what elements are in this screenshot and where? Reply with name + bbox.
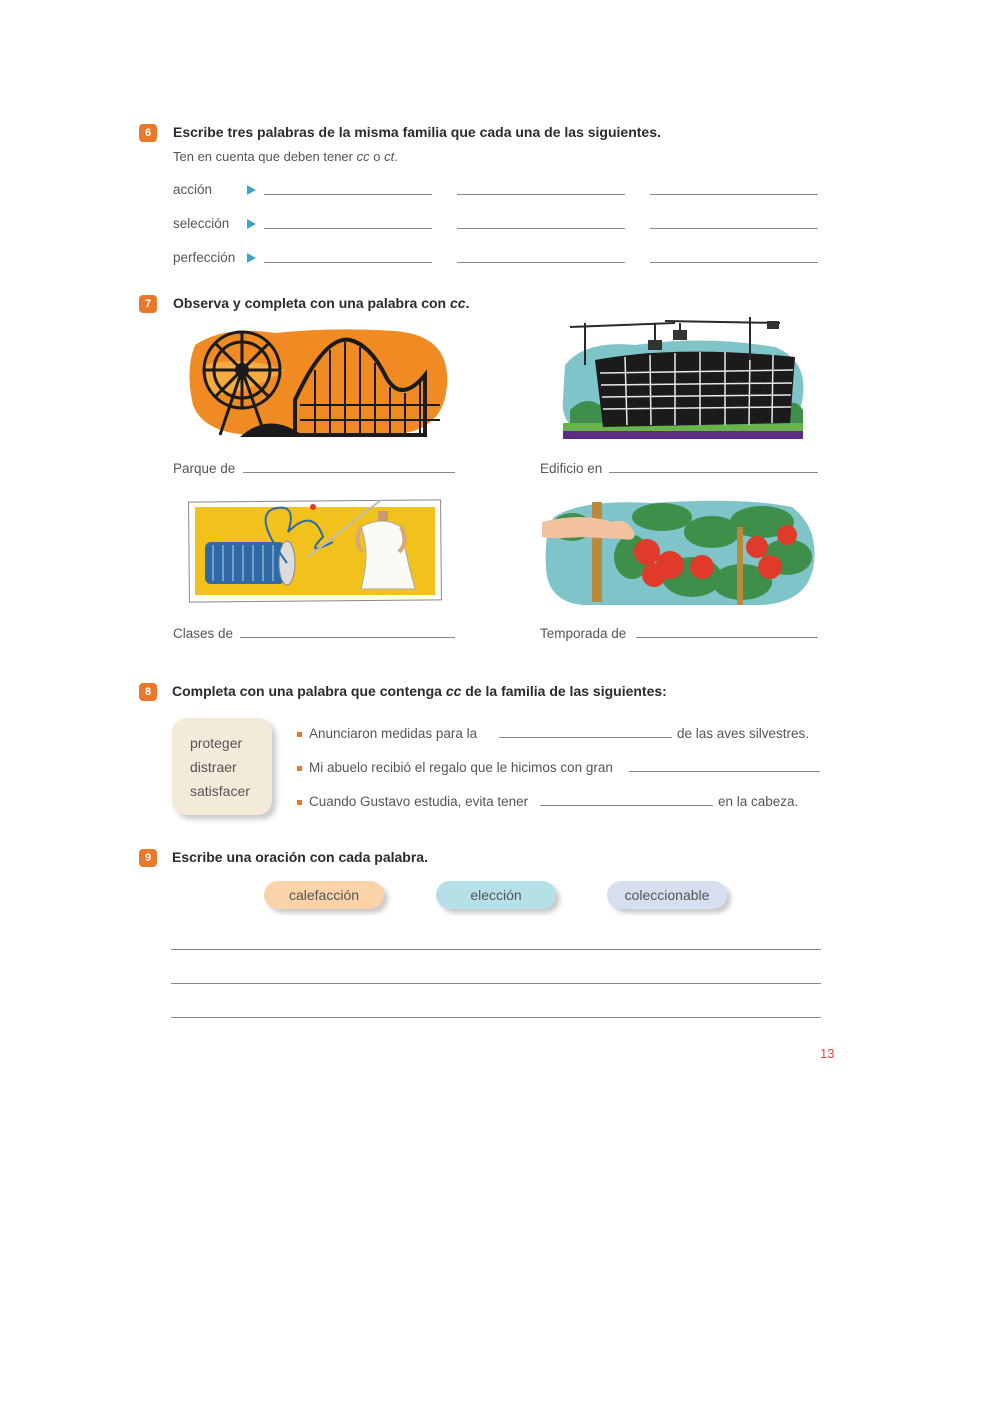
exercise-6-subtitle bbox=[173, 149, 398, 164]
ex6-answer-line[interactable] bbox=[264, 228, 432, 229]
word-pill-calefaccion: calefacción bbox=[264, 881, 384, 909]
ex6-word-3: perfección bbox=[173, 250, 236, 265]
word-bank-item: proteger bbox=[190, 735, 243, 751]
ex7-answer-line[interactable] bbox=[636, 637, 818, 638]
word-pill-eleccion: elección bbox=[436, 881, 556, 909]
subtitle-cc: cc bbox=[356, 149, 370, 164]
ex6-answer-line[interactable] bbox=[264, 262, 432, 263]
exercise-7-title bbox=[173, 295, 469, 311]
ex8-sentence-1-start: Anunciaron medidas para la bbox=[309, 726, 478, 741]
subtitle-or: o bbox=[369, 149, 385, 164]
title-end: de la familia de las siguientes: bbox=[461, 683, 667, 699]
subtitle-end: . bbox=[394, 149, 398, 164]
exercise-8-title bbox=[172, 683, 667, 699]
word-bank-item: distraer bbox=[190, 759, 237, 775]
ex9-writing-line[interactable] bbox=[171, 1017, 821, 1018]
ex6-answer-line[interactable] bbox=[650, 194, 818, 195]
ex8-answer-line[interactable] bbox=[540, 805, 713, 806]
play-arrow-icon bbox=[247, 185, 256, 195]
exercise-8-number: 8 bbox=[139, 683, 157, 701]
ex7-answer-line[interactable] bbox=[240, 637, 455, 638]
word-bank-item: satisfacer bbox=[190, 783, 250, 799]
amusement-park-illustration bbox=[185, 325, 450, 440]
title-end: . bbox=[465, 295, 470, 311]
word-pill-coleccionable: coleccionable bbox=[607, 881, 727, 909]
ex7-label-4: Temporada de bbox=[540, 626, 627, 641]
bullet-icon bbox=[297, 766, 302, 771]
exercise-6-number: 6 bbox=[139, 124, 157, 142]
ex8-sentence-2-start: Mi abuelo recibió el regalo que le hicimos con gran bbox=[309, 760, 613, 775]
ex6-answer-line[interactable] bbox=[650, 228, 818, 229]
play-arrow-icon bbox=[247, 253, 256, 263]
ex8-sentence-1-end: de las aves silvestres. bbox=[677, 726, 810, 741]
sewing-illustration bbox=[183, 497, 445, 607]
title-cc: cc bbox=[445, 683, 462, 699]
ex6-answer-line[interactable] bbox=[457, 194, 625, 195]
ex6-word-2: selección bbox=[173, 216, 230, 231]
ex9-writing-line[interactable] bbox=[171, 949, 821, 950]
play-arrow-icon bbox=[247, 219, 256, 229]
tomato-harvest-illustration bbox=[542, 497, 818, 607]
title-text: Observa y completa con una palabra con bbox=[173, 295, 450, 311]
ex6-answer-line[interactable] bbox=[264, 194, 432, 195]
word-bank-box bbox=[172, 718, 272, 815]
ex6-word-1: acción bbox=[173, 182, 213, 197]
bullet-icon bbox=[297, 732, 302, 737]
ex6-answer-line[interactable] bbox=[457, 228, 625, 229]
ex9-writing-line[interactable] bbox=[171, 983, 821, 984]
ex7-label-1: Parque de bbox=[173, 461, 236, 476]
exercise-6-title: Escribe tres palabras de la misma familia que cada una de las siguientes. bbox=[173, 124, 661, 140]
ex6-answer-line[interactable] bbox=[457, 262, 625, 263]
subtitle-ct: ct bbox=[384, 149, 395, 164]
ex8-sentence-3-start: Cuando Gustavo estudia, evita tener bbox=[309, 794, 529, 809]
ex8-sentence-3-end: en la cabeza. bbox=[718, 794, 799, 809]
title-cc: cc bbox=[449, 295, 466, 311]
ex7-label-3: Clases de bbox=[173, 626, 234, 641]
ex6-answer-line[interactable] bbox=[650, 262, 818, 263]
ex7-answer-line[interactable] bbox=[609, 472, 818, 473]
ex7-answer-line[interactable] bbox=[243, 472, 455, 473]
ex7-label-2: Edificio en bbox=[540, 461, 603, 476]
bullet-icon bbox=[297, 800, 302, 805]
exercise-9-title: Escribe una oración con cada palabra. bbox=[172, 849, 428, 865]
exercise-7-number: 7 bbox=[139, 295, 157, 313]
page-number: 13 bbox=[820, 1046, 835, 1061]
ex8-answer-line[interactable] bbox=[499, 737, 672, 738]
subtitle-text: Ten en cuenta que deben tener bbox=[173, 149, 357, 164]
exercise-9-number: 9 bbox=[139, 849, 157, 867]
ex8-answer-line[interactable] bbox=[629, 771, 820, 772]
title-text: Completa con una palabra que contenga bbox=[172, 683, 446, 699]
building-construction-illustration bbox=[555, 315, 810, 443]
